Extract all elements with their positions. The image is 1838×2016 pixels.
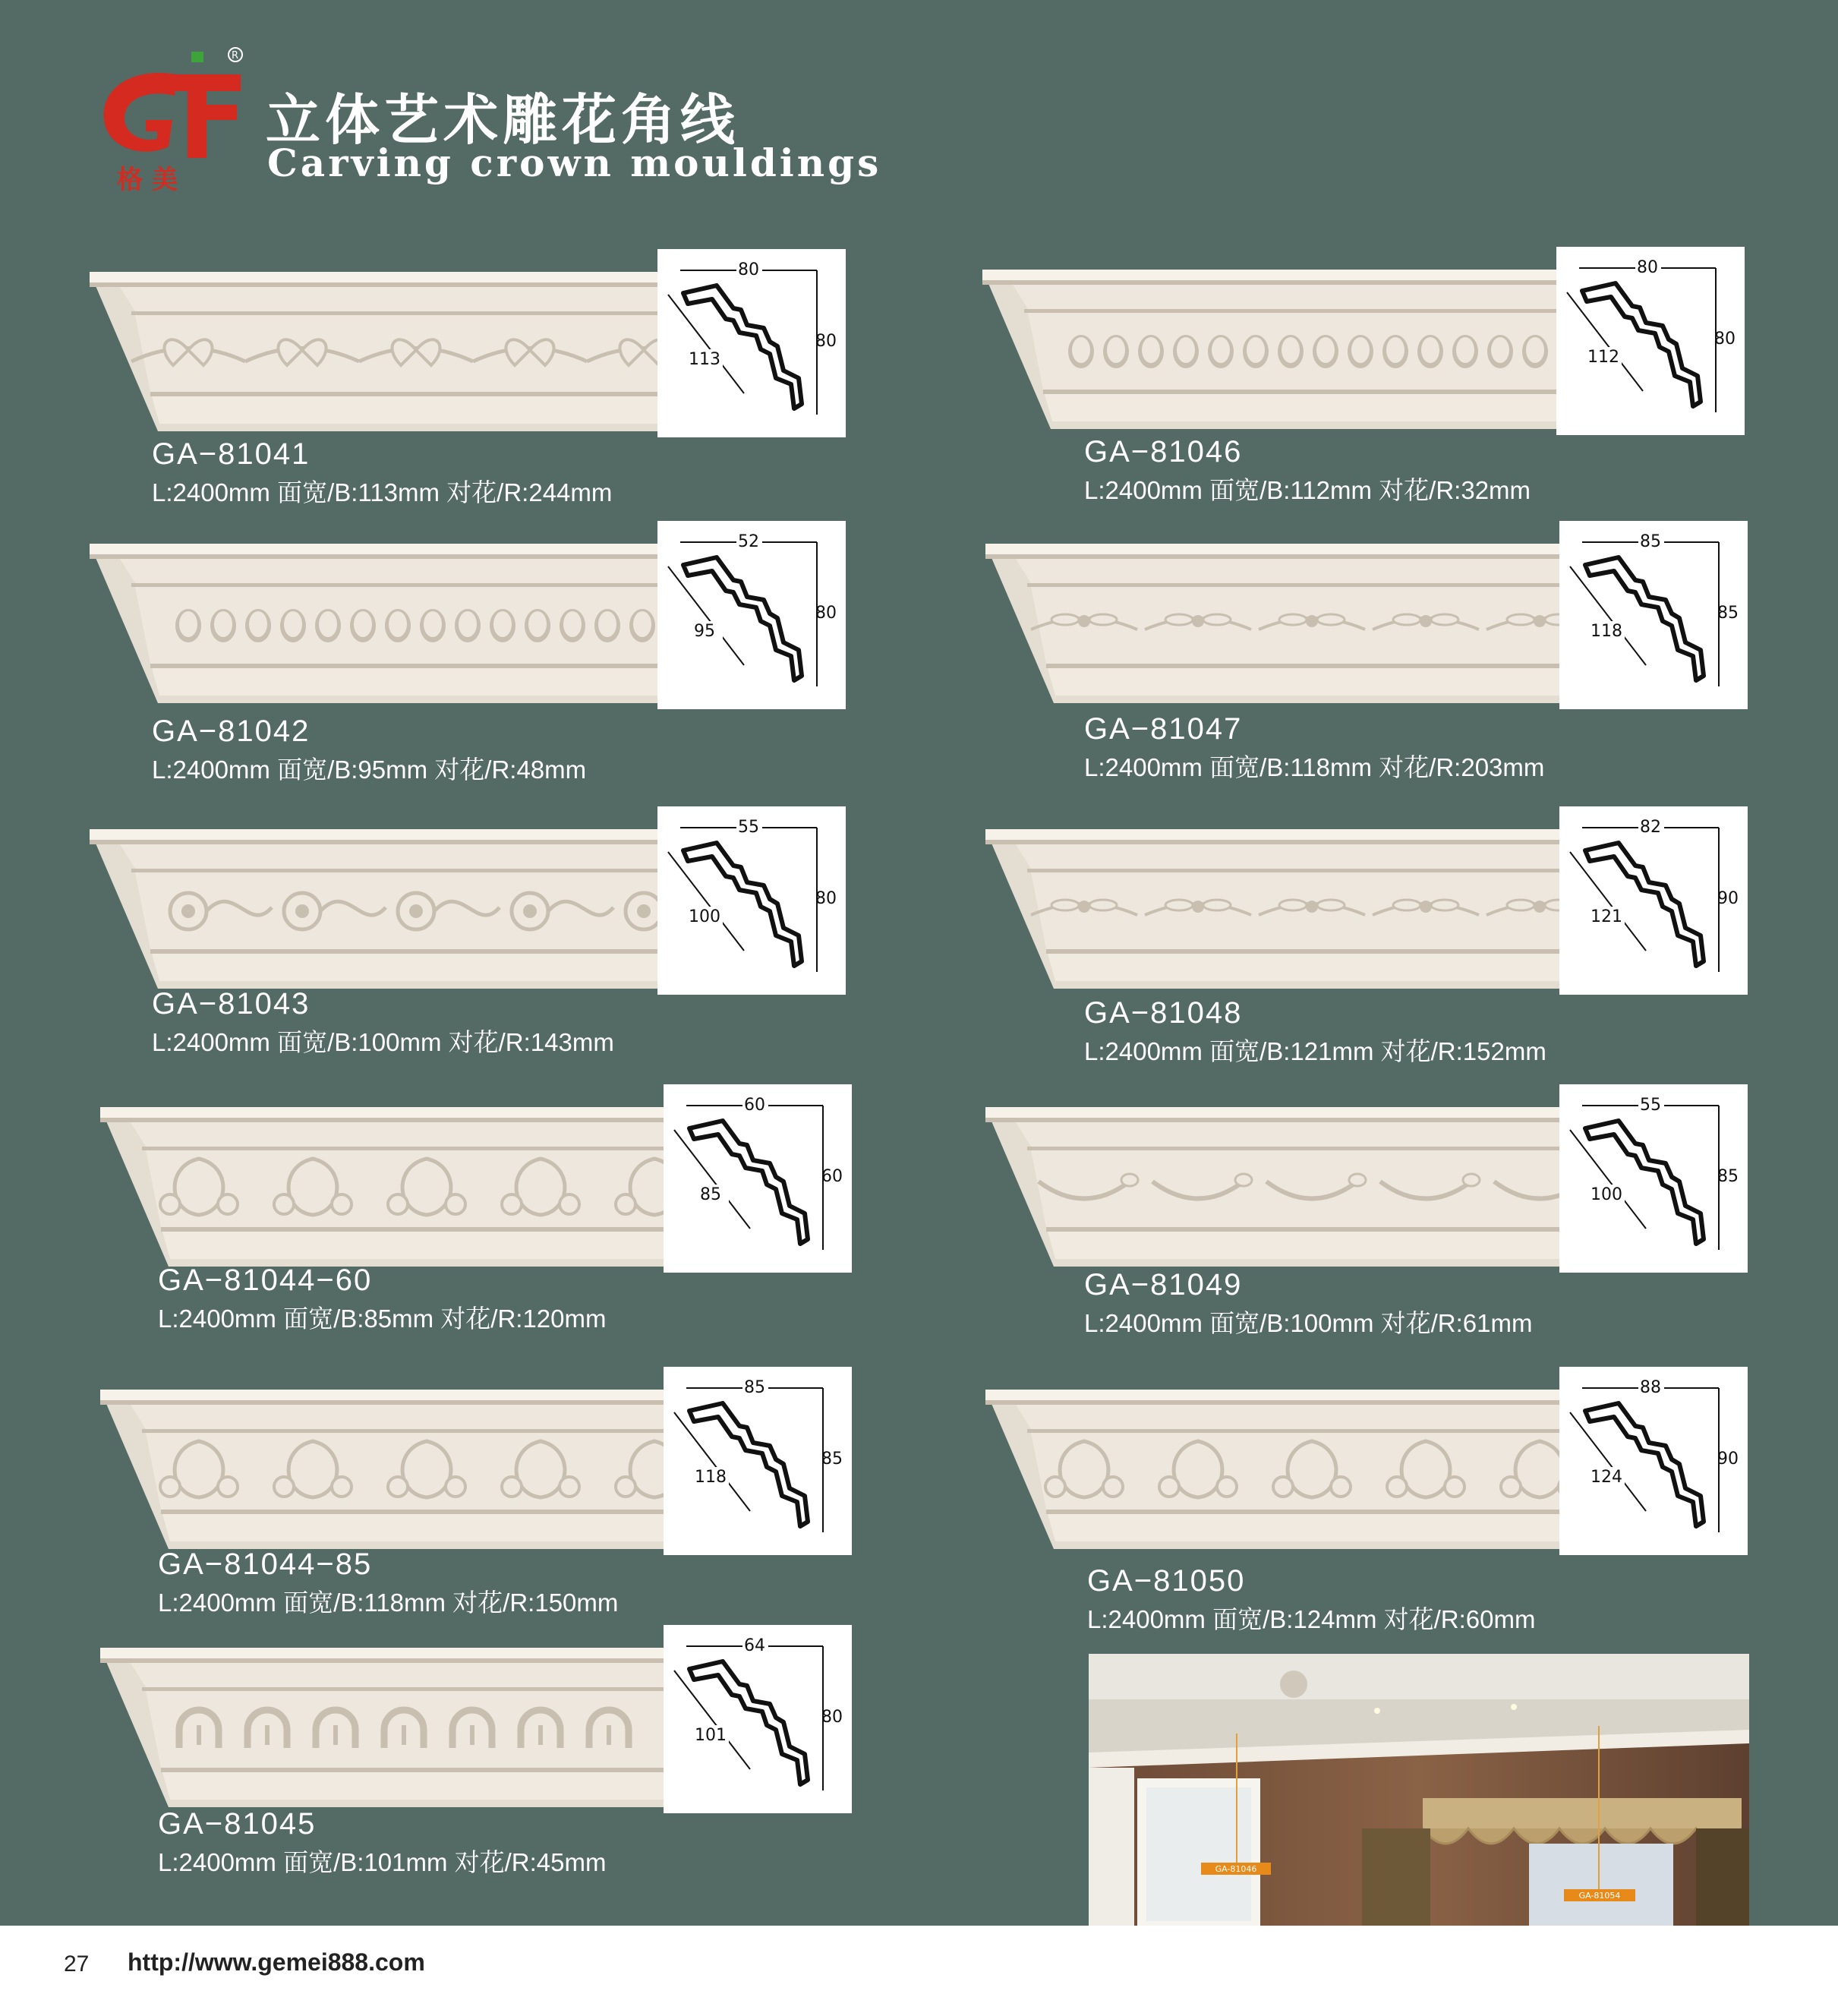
profile-diagram: [657, 249, 846, 437]
profile-diagram: [664, 1367, 852, 1555]
product-code: GA−81041: [152, 437, 311, 471]
dim-right: 60: [821, 1167, 843, 1186]
moulding-photo: [100, 1099, 677, 1274]
dim-top: 85: [744, 1378, 765, 1397]
profile-diagram: [1559, 1367, 1748, 1555]
dim-diagonal: 100: [689, 907, 720, 926]
profile-diagram: [657, 521, 846, 709]
product-code: GA−81046: [1084, 435, 1243, 469]
dim-top: 88: [1640, 1378, 1661, 1397]
moulding-photo: [90, 264, 667, 439]
moulding-photo: [100, 1640, 677, 1815]
product-code: GA−81045: [158, 1807, 317, 1841]
profile-diagram: [1559, 521, 1748, 709]
dim-top: 82: [1640, 818, 1661, 837]
page-number: 27: [64, 1951, 90, 1977]
page-title-english: Carving crown mouldings: [267, 140, 882, 185]
dim-right: 80: [821, 1708, 843, 1727]
dim-top: 64: [744, 1636, 765, 1655]
product-spec: L:2400mm 面宽/B:112mm 对花/R:32mm: [1084, 476, 1531, 504]
website-url: http://www.gemei888.com: [128, 1948, 425, 1976]
moulding-photo: [90, 822, 667, 996]
moulding-photo: [90, 536, 667, 711]
moulding-photo: [985, 1382, 1562, 1557]
dim-top: 52: [738, 532, 759, 551]
moulding-photo: [985, 822, 1562, 996]
logo-chars: 格 美: [117, 165, 178, 195]
product-code: GA−81047: [1084, 712, 1243, 746]
interior-photo: [1089, 1654, 1749, 1926]
profile-diagram: [664, 1084, 852, 1273]
dim-diagonal: 113: [689, 350, 720, 369]
moulding-photo: [982, 262, 1559, 437]
product-spec: L:2400mm 面宽/B:100mm 对花/R:143mm: [152, 1028, 614, 1056]
moulding-photo: [985, 1099, 1562, 1274]
dim-top: 55: [738, 818, 759, 837]
dim-right: 85: [1717, 604, 1739, 623]
dim-top: 55: [1640, 1096, 1661, 1115]
dim-top: 80: [1637, 258, 1658, 277]
dim-right: 90: [1717, 1450, 1739, 1469]
dim-diagonal: 85: [700, 1185, 721, 1204]
profile-diagram: [664, 1625, 852, 1813]
photo-label: GA-81054: [1578, 1891, 1621, 1901]
product-spec: L:2400mm 面宽/B:118mm 对花/R:150mm: [158, 1589, 619, 1617]
dim-diagonal: 121: [1591, 907, 1622, 926]
dim-right: 85: [1717, 1167, 1739, 1186]
dim-diagonal: 100: [1591, 1185, 1622, 1204]
product-code: GA−81048: [1084, 996, 1243, 1030]
brand-logo: [85, 44, 252, 196]
product-code: GA−81050: [1087, 1564, 1246, 1598]
product-spec: L:2400mm 面宽/B:124mm 对花/R:60mm: [1087, 1605, 1536, 1633]
dim-diagonal: 118: [1591, 622, 1622, 641]
profile-diagram: [657, 806, 846, 995]
product-code: GA−81043: [152, 987, 311, 1021]
product-spec: L:2400mm 面宽/B:100mm 对花/R:61mm: [1084, 1309, 1533, 1337]
dim-top: 85: [1640, 532, 1661, 551]
dim-right: 90: [1717, 889, 1739, 908]
dim-right: 80: [1714, 330, 1736, 349]
dim-top: 60: [744, 1096, 765, 1115]
svg-text:R: R: [232, 50, 239, 62]
profile-diagram: [1559, 806, 1748, 995]
product-code: GA−81044−60: [158, 1264, 373, 1297]
product-spec: L:2400mm 面宽/B:113mm 对花/R:244mm: [152, 478, 613, 506]
page-title-chinese: 立体艺术雕花角线: [266, 87, 740, 152]
product-code: GA−81044−85: [158, 1547, 373, 1581]
product-code: GA−81042: [152, 715, 311, 748]
dim-diagonal: 112: [1587, 348, 1619, 367]
dim-diagonal: 101: [695, 1726, 727, 1745]
photo-label: GA-81046: [1215, 1864, 1257, 1874]
dim-diagonal: 95: [694, 622, 715, 641]
dim-right: 85: [821, 1450, 843, 1469]
dim-right: 80: [815, 889, 837, 908]
product-spec: L:2400mm 面宽/B:121mm 对花/R:152mm: [1084, 1037, 1546, 1065]
dim-diagonal: 118: [695, 1468, 727, 1487]
dim-diagonal: 124: [1591, 1468, 1622, 1487]
moulding-photo: [985, 536, 1562, 711]
dim-right: 80: [815, 604, 837, 623]
product-spec: L:2400mm 面宽/B:118mm 对花/R:203mm: [1084, 753, 1545, 781]
dim-top: 80: [738, 260, 759, 279]
product-code: GA−81049: [1084, 1268, 1243, 1301]
product-spec: L:2400mm 面宽/B:95mm 对花/R:48mm: [152, 756, 587, 784]
dim-right: 80: [815, 332, 837, 351]
product-spec: L:2400mm 面宽/B:85mm 对花/R:120mm: [158, 1305, 607, 1333]
moulding-photo: [100, 1382, 677, 1557]
profile-diagram: [1556, 247, 1745, 435]
product-spec: L:2400mm 面宽/B:101mm 对花/R:45mm: [158, 1848, 607, 1876]
profile-diagram: [1559, 1084, 1748, 1273]
